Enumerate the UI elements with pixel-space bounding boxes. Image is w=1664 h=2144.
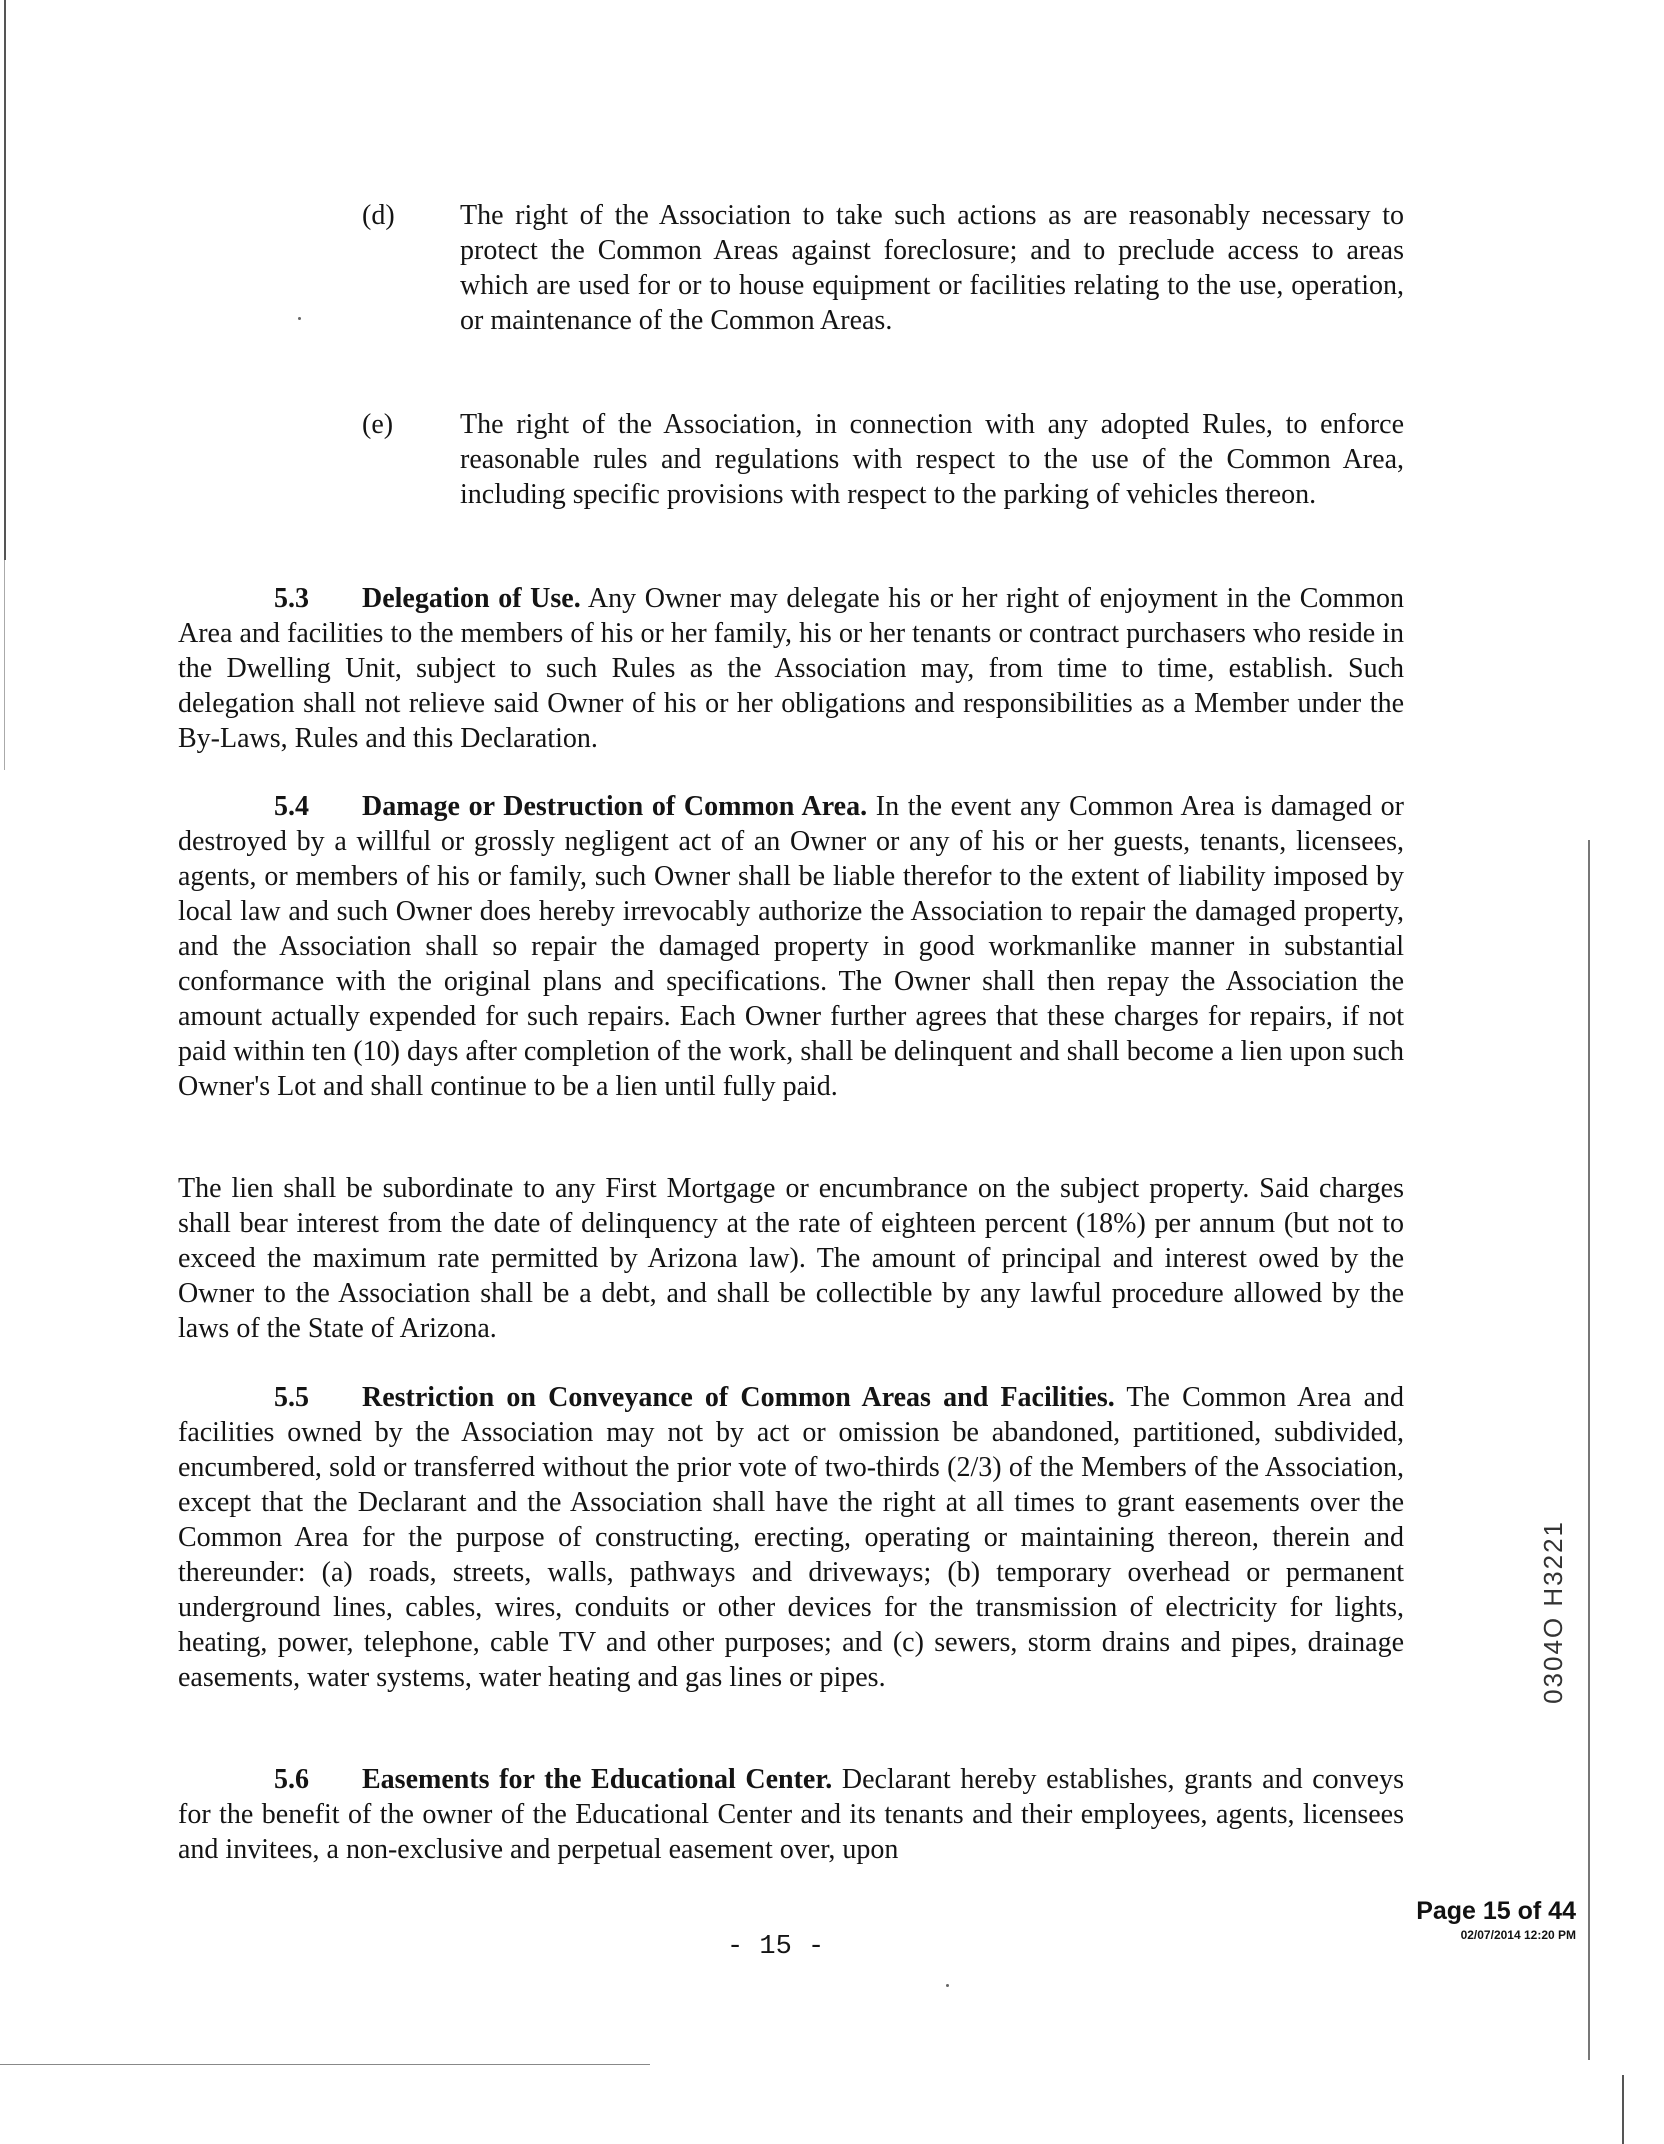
paragraph-text: The lien shall be subordinate to any First Mortgage or encumbrance on the subject property. Said charges shall bear interest from the date of delinquency at the rate of eighteen percent (18%) per annum (but not to exceed the maximum rate permitted by Arizona law). The amount of principal and interest owed by the Owner to the Association shall be a debt, and shall be collectible by any lawful procedure allowed by the laws of the State of Arizona. <box>178 1173 1404 1344</box>
recording-stamp <box>1416 1896 1576 1942</box>
section-heading: Easements for the Educational Center. <box>362 1764 833 1795</box>
scan-speck <box>298 317 301 320</box>
page-number: - 15 - <box>727 1932 825 1962</box>
section-body: Declarant hereby establishes, grants and conveys for the benefit of the owner of the Educational Center and its tenants and their employees, agents, licensees and invitees, a non-exclusive and perpetual easement over, upon <box>178 1764 1404 1865</box>
list-item-text: The right of the Association, in connection with any adopted Rules, to enforce reasonable rules and regulations with respect to the use of the Common Area, including specific provisions with respect to the parking of vehicles thereon. <box>460 409 1404 510</box>
scan-edge-line <box>0 2064 650 2065</box>
stamp-page-count: Page 15 of 44 <box>1416 1897 1576 1925</box>
section-body: In the event any Common Area is damaged or destroyed by a willful or grossly negligent act of an Owner or any of his or her guests, tenants, licensees, agents, or members of his or family, such Owner shall be liable therefor to the extent of liability imposed by local law and such Owner does hereby irrevocably authorize the Association to repair the damaged property, and the Association shall so repair the damaged property in good workmanlike manner in substantial conformance with the original plans and specifications. The Owner shall then repay the Association the amount actually expended for such repairs. Each Owner further agrees that these charges for repairs, if not paid within ten (10) days after completion of the work, shall be delinquent and shall become a lien upon such Owner's Lot and shall continue to be a lien until fully paid. <box>178 791 1405 1102</box>
section-heading: Damage or Destruction of Common Area. <box>362 791 868 822</box>
stamp-datetime: 02/07/2014 12:20 PM <box>1460 1928 1576 1942</box>
section-body: The Common Area and facilities owned by the Association may not by act or omission be abandoned, partitioned, subdivided, encumbered, sold or transferred without the prior vote of two-thirds (2/3) of the Members of the Association, except that the Declarant and the Association shall have the right at all times to grant easements over the Common Area for the purpose of constructing, erecting, operating or maintaining thereon, therein and thereunder: (a) roads, streets, walls, pathways and driveways; (b) temporary overhead or permanent underground lines, cables, wires, conduits or other devices for the transmission of electricity for lights, heating, power, telephone, cable TV and other purposes; and (c) sewers, storm drains and pipes, drainage easements, water systems, water heating and gas lines or pipes. <box>178 1382 1404 1693</box>
scan-speck <box>946 1984 949 1987</box>
section-heading: Delegation of Use. <box>362 583 581 614</box>
scan-edge-line <box>4 560 5 770</box>
section-number: 5.4 <box>274 791 309 822</box>
section-body: Any Owner may delegate his or her right of enjoyment in the Common Area and facilities to the members of his or her family, his or her tenants or contract purchasers who reside in the Dwelling Unit, subject to such Rules as the Association may, from time to time, establish. Such delegation shall not relieve said Owner of his or her obligations and responsibilities as a Member under the By-Laws, Rules and this Declaration. <box>178 583 1404 754</box>
list-item-text: The right of the Association to take such actions as are reasonably necessary to protect the Common Areas against foreclosure; and to preclude access to areas which are used for or to house equipment or facilities relating to the use, operation, or maintenance of the Common Areas. <box>460 200 1404 336</box>
list-item-e <box>362 407 1404 512</box>
section-5-6 <box>178 1762 1404 1867</box>
section-number: 5.6 <box>274 1764 309 1795</box>
section-number: 5.5 <box>274 1382 309 1413</box>
scan-edge-line <box>1588 840 1590 2060</box>
lien-paragraph <box>178 1171 1404 1346</box>
margin-document-number: 0304O H3221 <box>1538 1520 1568 1704</box>
scan-edge-line <box>1622 2075 1624 2144</box>
section-5-3 <box>178 581 1404 756</box>
section-5-5 <box>178 1380 1404 1695</box>
scan-edge-line <box>4 0 6 560</box>
list-item-d <box>362 198 1404 338</box>
section-5-4 <box>178 789 1404 1104</box>
list-item-label: (d) <box>362 200 395 231</box>
section-number: 5.3 <box>274 583 309 614</box>
list-item-label: (e) <box>362 409 394 440</box>
section-heading: Restriction on Conveyance of Common Areas and Facilities. <box>362 1382 1115 1413</box>
